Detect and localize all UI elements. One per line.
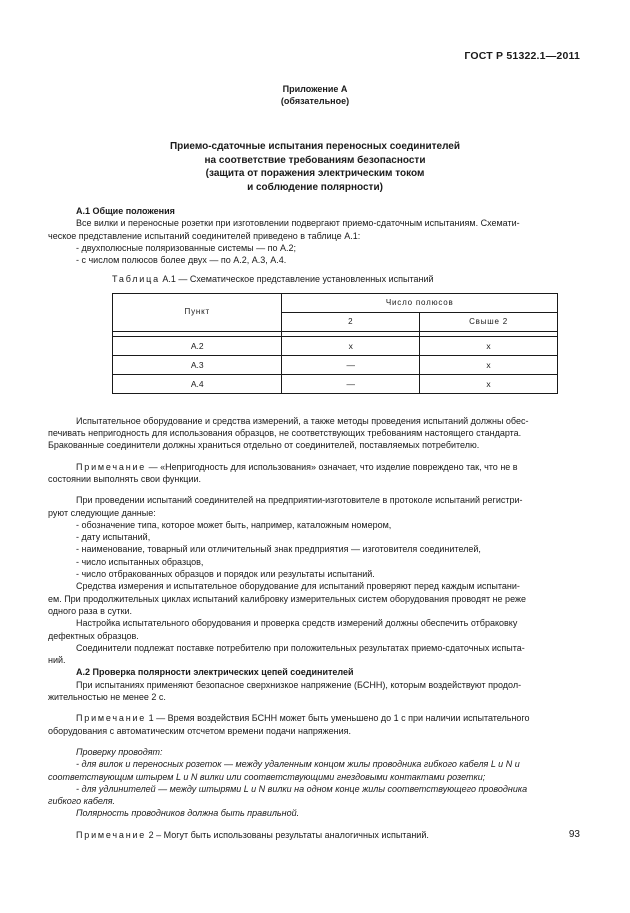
list-item: - обозначение типа, которое может быть, например, каталожным номером, — [76, 519, 392, 530]
note-line: оборудования с автоматическим отсчетом времени подачи напряжения. — [48, 725, 351, 736]
note-label: Примечание — [76, 713, 147, 724]
list-item: - число отбракованных образцов и порядок или результаты испытаний. — [76, 569, 375, 580]
page-number: 93 — [568, 829, 580, 840]
note-line: состоянии выполнять свои функции. — [48, 473, 202, 484]
paragraph-line: ний. — [48, 655, 66, 666]
paragraph-line: одного раза в сутки. — [48, 605, 133, 616]
paragraph-line: жительностью не менее 2 с. — [48, 692, 166, 703]
check-line: Проверку проводят: — [76, 746, 163, 757]
table-cell-two: — — [282, 374, 420, 393]
check-line: - для вилок и переносных розеток — между удаленным концом жилы проводника гибкого кабеля L и N и — [76, 759, 520, 770]
list-item: - с числом полюсов более двух — по А.2, А.3, А.4. — [76, 255, 287, 266]
note-label: Примечание — [76, 461, 147, 472]
table-cell-two: — — [282, 355, 420, 374]
paragraph-line: ем. При продолжительных циклах испытаний калибровку измерительных систем оборудования проводят не реже — [48, 593, 526, 604]
list-item: - двухполюсные поляризованные системы — по А.2; — [76, 242, 297, 253]
table-cell-item: А.4 — [113, 374, 282, 393]
table-cell-more: x — [420, 374, 558, 393]
paragraph-line: дефектных образцов. — [48, 630, 139, 641]
paragraph-line: Соединители подлежат поставке потребителю при положительных результатах приемо-сдаточных испыта- — [76, 642, 525, 653]
title-line: и соблюдение полярности) — [247, 181, 383, 193]
standard-number: ГОСТ Р 51322.1—2011 — [464, 50, 580, 62]
title-line: (защита от поражения электрическим током — [205, 168, 425, 179]
table-cell-two: x — [282, 336, 420, 355]
table-row — [113, 355, 558, 374]
note-line — [76, 461, 583, 473]
paragraph-line: Средства измерения и испытательное оборудование для испытаний проверяют перед каждым испытани- — [76, 581, 520, 592]
list-item: - наименование, товарный или отличительный знак предприятия — изготовителя соединителей, — [76, 544, 481, 555]
paragraph-line: Все вилки и переносные розетки при изготовлении подвергают приемо-сдаточным испытаниям. Схемати- — [76, 218, 520, 229]
note-text: — «Непригодность для использования» означает, что изделие повреждено так, что не в — [146, 461, 518, 472]
table-cell-item: А.2 — [113, 336, 282, 355]
paragraph-line: ческое представление испытаний соединителей приведено в таблице А.1: — [48, 230, 361, 241]
table-header-two: 2 — [282, 312, 420, 331]
table-header-more: Свыше 2 — [420, 312, 558, 331]
paragraph-line: печивать непригодность для использования образцов, не соответствующих требованиям настоящего стандарта. — [48, 428, 522, 439]
check-line: соответствующим штырем L и N вилки или соответствующими гнездовыми контактами розетки; — [48, 771, 486, 782]
annex-status: (обязательное) — [280, 96, 350, 106]
tests-table — [112, 293, 558, 394]
section-heading-a2: А.2 Проверка полярности электрических цепей соединителей — [76, 667, 354, 678]
paragraph-line: руют следующие данные: — [48, 507, 156, 518]
paragraph-line: При проведении испытаний соединителей на предприятии-изготовителе в протоколе испытаний регистри- — [76, 495, 523, 506]
title-line: на соответствие требованиям безопасности — [204, 154, 426, 166]
note-line — [76, 829, 583, 841]
table-cell-more: x — [420, 355, 558, 374]
table-caption — [76, 273, 583, 285]
table-row — [113, 374, 558, 393]
table-header-item: Пункт — [113, 293, 282, 331]
paragraph-line: Испытательное оборудование и средства измерений, а также методы проведения испытаний должны обес- — [76, 415, 529, 426]
table-cell-more: x — [420, 336, 558, 355]
table-row — [113, 336, 558, 355]
annex-title — [0, 140, 630, 194]
check-line: - для удлинителей — между штырями L и N вилки на одном конце жилы соответствующего проводника — [76, 783, 528, 794]
paragraph-line: Настройка испытательного оборудования и проверка средств измерений должны обеспечить отбраковку — [76, 618, 518, 629]
note-text: 2 – Могут быть использованы результаты аналогичных испытаний. — [146, 829, 429, 840]
annex-name: Приложение А — [282, 84, 348, 94]
list-item: - дату испытаний, — [76, 532, 151, 543]
note-line — [76, 712, 583, 724]
title-line: Приемо-сдаточные испытания переносных соединителей — [169, 141, 461, 152]
table-caption-text: А.1 — Схематическое представление установленных испытаний — [159, 274, 434, 285]
table-header-poles: Число полюсов — [282, 293, 558, 312]
table-cell-item: А.3 — [113, 355, 282, 374]
table-caption-word: Таблица — [112, 274, 160, 285]
paragraph-line: При испытаниях применяют безопасное сверхнизкое напряжение (БСНН), которым воздействуют продол- — [76, 679, 522, 690]
annex-body — [48, 205, 583, 841]
check-line: гибкого кабеля. — [48, 796, 116, 807]
note-text: 1 — Время воздействия БСНН может быть уменьшено до 1 с при наличии испытательного — [146, 713, 530, 724]
paragraph-line: Бракованные соединители должны храниться отдельно от соединителей, поставляемых потребителю. — [48, 440, 480, 451]
note-label: Примечание — [76, 829, 147, 840]
check-line: Полярность проводников должна быть правильной. — [76, 808, 300, 819]
list-item: - число испытанных образцов, — [76, 556, 204, 567]
section-heading-a1: А.1 Общие положения — [76, 206, 175, 216]
